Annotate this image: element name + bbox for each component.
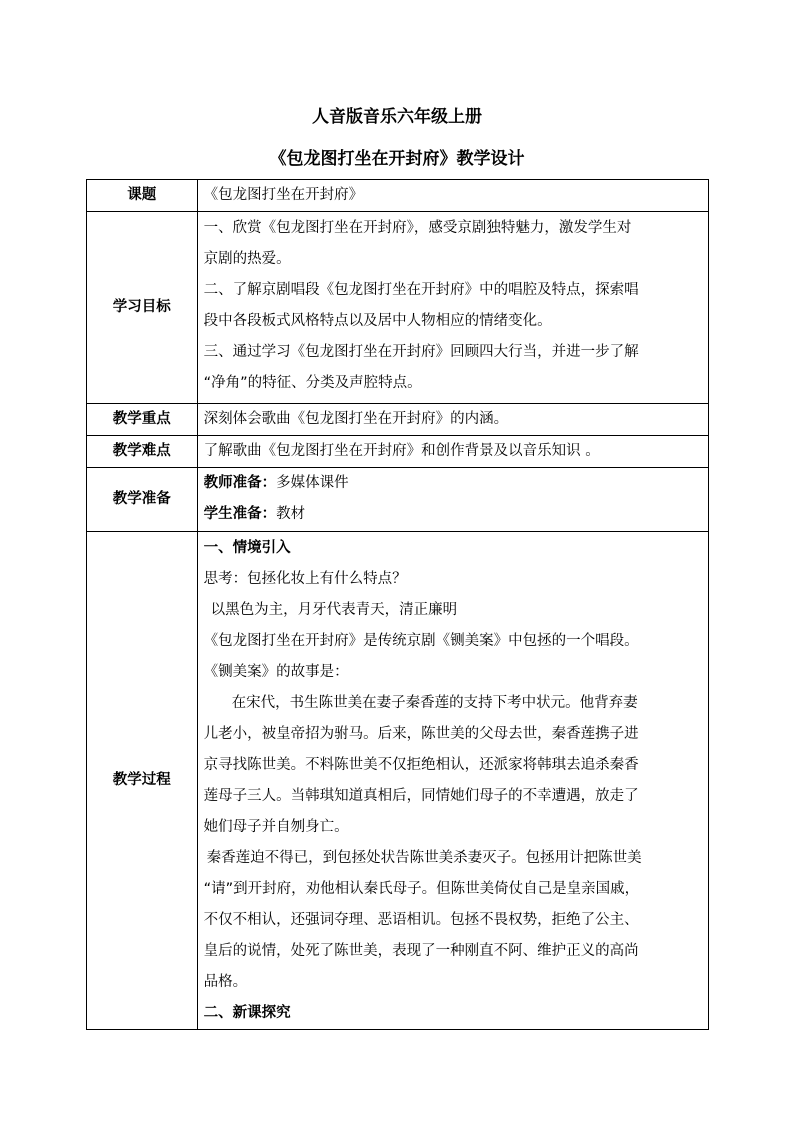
table-row-objectives: [87, 212, 709, 404]
story-line: 在宋代，书生陈世美在妻子秦香莲的支持下考中状元。他背弃妻: [231, 695, 638, 711]
topic-value: [197, 180, 708, 212]
story-line: 京寻找陈世美。不料陈世美不仅拒绝相认，还派家将韩琪去追杀秦香: [203, 757, 639, 773]
teacher-preparation-value: 多媒体课件: [276, 475, 349, 491]
row-label-topic: 课题: [87, 180, 198, 212]
think-answer: 以黑色为主，月牙代表青天，清正廉明: [210, 602, 458, 618]
student-preparation-label: 学生准备：: [203, 506, 277, 522]
difficulties-text: 了解歌曲《包龙图打坐在开封府》和创作背景及以音乐知识 。: [203, 443, 600, 459]
table-row-difficulties: [87, 436, 709, 468]
objective-line: 二、了解京剧唱段《包龙图打坐在开封府》中的唱腔及特点，探索唱: [203, 282, 639, 298]
difficulties-cell: [197, 436, 708, 468]
table-row-preparation: [87, 468, 709, 532]
story-line: 不仅不相认，还强词夺理、恶语相讥。包拯不畏权势，拒绝了公主、: [203, 912, 639, 928]
key-points-cell: [197, 404, 708, 436]
table-row-topic: [87, 180, 709, 212]
objective-line: “净角”的特征、分类及声腔特点。: [203, 375, 422, 391]
process-cell: [197, 532, 708, 1030]
objective-line: 三、通过学习《包龙图打坐在开封府》回顾四大行当，并进一步了解: [203, 344, 639, 360]
row-label-preparation: 教学准备: [87, 468, 198, 532]
objectives-cell: [197, 212, 708, 404]
think-question: 思考：包拯化妆上有什么特点？: [203, 571, 407, 587]
story-line: 她们母子并自刎身亡。: [203, 819, 349, 835]
story-line: 品格。: [203, 974, 248, 990]
student-preparation: [204, 499, 702, 530]
row-label-objectives: 学习目标: [87, 212, 198, 404]
row-label-process: 教学过程: [87, 532, 198, 1030]
objective-line: 京剧的热爱。: [203, 251, 291, 267]
row-label-difficulties: 教学难点: [87, 436, 198, 468]
teacher-preparation-label: 教师准备：: [203, 475, 277, 491]
story-title: 《铡美案》的故事是：: [203, 664, 349, 680]
objective-line: 一、欣赏《包龙图打坐在开封府》，感受京剧独特魅力，激发学生对: [203, 220, 632, 236]
student-preparation-value: 教材: [276, 506, 306, 522]
document-subtitle: 《包龙图打坐在开封府》教学设计: [269, 149, 525, 169]
topic-text: 《包龙图打坐在开封府》: [203, 187, 364, 203]
lesson-plan-table: [86, 179, 709, 1030]
section-heading: 二、新课探究: [203, 1005, 291, 1021]
table-row-key-points: [87, 404, 709, 436]
key-points-text: 深刻体会歌曲《包龙图打坐在开封府》的内涵。: [203, 411, 509, 427]
table-row-process: [87, 532, 709, 1030]
story-line: 皇后的说情，处死了陈世美，表现了一种刚直不阿、维护正义的高尚: [203, 943, 639, 959]
document-title: 人音版音乐六年级上册: [312, 107, 482, 127]
teacher-preparation: [204, 468, 702, 499]
section-heading: 一、情境引入: [203, 540, 291, 556]
objective-line: 段中各段板式风格特点以及居中人物相应的情绪变化。: [203, 313, 552, 329]
row-label-key-points: 教学重点: [87, 404, 198, 436]
preparation-cell: [197, 468, 708, 532]
story-line: 儿老小，被皇帝招为驸马。后来，陈世美的父母去世，秦香莲携子进: [203, 726, 639, 742]
story-line: “请”到开封府，劝他相认秦氏母子。但陈世美倚仗自己是皇亲国戚，: [203, 881, 640, 897]
intro-text: 《包龙图打坐在开封府》是传统京剧《铡美案》中包拯的一个唱段。: [203, 633, 639, 649]
story-line: 秦香莲迫不得已，到包拯处状告陈世美杀妻灭子。包拯用计把陈世美: [206, 850, 642, 866]
story-line: 莲母子三人。当韩琪知道真相后，同情她们母子的不幸遭遇，放走了: [203, 788, 639, 804]
